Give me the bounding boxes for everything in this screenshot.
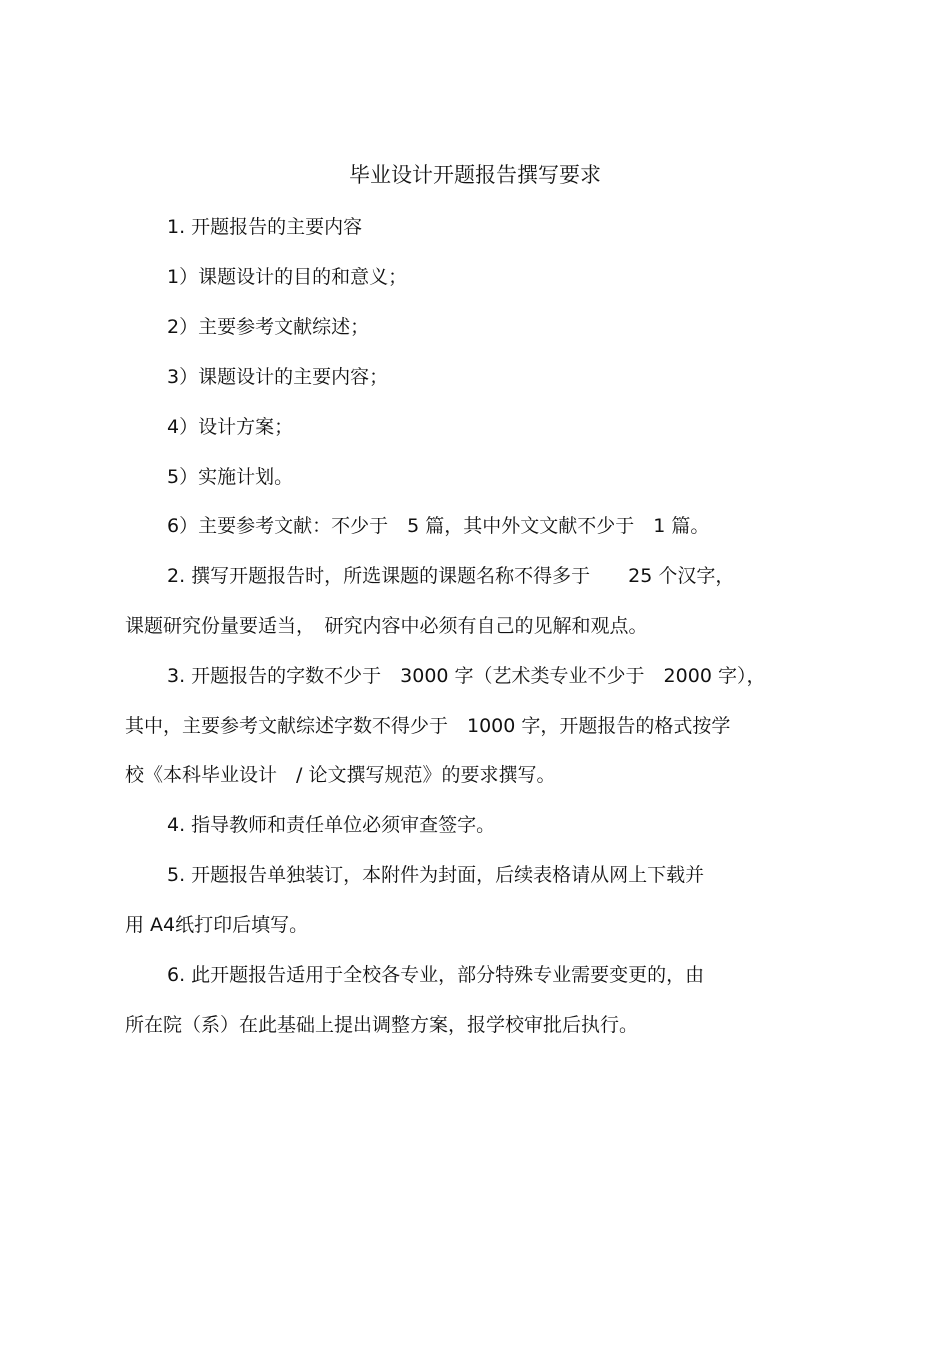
section-heading-contents: 1. 开题报告的主要内容 [167, 216, 363, 238]
paragraph-6-line-1: 6. 此开题报告适用于全校各专业，部分特殊专业需要变更的，由 [167, 964, 705, 986]
list-item-design-plan: 4）设计方案； [167, 416, 294, 438]
list-item-schedule: 5）实施计划。 [167, 466, 294, 488]
paragraph-2-line-1: 2. 撰写开题报告时，所选课题的课题名称不得多于 25 个汉字， [167, 565, 735, 587]
paragraph-2-line-2: 课题研究份量要适当， 研究内容中必须有自己的见解和观点。 [125, 615, 648, 637]
paragraph-3-line-1: 3. 开题报告的字数不少于 3000 字（艺术类专业不少于 2000 字）， [167, 665, 766, 687]
list-item-literature-review: 2）主要参考文献综述； [167, 316, 370, 338]
list-item-purpose: 1）课题设计的目的和意义； [167, 266, 408, 288]
page-title: 毕业设计开题报告撰写要求 [349, 163, 601, 187]
paragraph-3-line-2: 其中，主要参考文献综述字数不得少于 1000 字，开题报告的格式按学 [125, 715, 731, 737]
paragraph-5-line-1: 5. 开题报告单独装订，本附件为封面，后续表格请从网上下载并 [167, 864, 705, 886]
paragraph-6-line-2: 所在院（系）在此基础上提出调整方案，报学校审批后执行。 [125, 1014, 639, 1036]
paragraph-5-line-2: 用 A4纸打印后填写。 [125, 914, 309, 936]
list-item-references: 6）主要参考文献：不少于 5 篇，其中外文文献不少于 1 篇。 [167, 515, 710, 537]
paragraph-3-line-3: 校《本科毕业设计 / 论文撰写规范》的要求撰写。 [125, 764, 556, 786]
paragraph-4: 4. 指导教师和责任单位必须审查签字。 [167, 814, 496, 836]
list-item-main-content: 3）课题设计的主要内容； [167, 366, 389, 388]
